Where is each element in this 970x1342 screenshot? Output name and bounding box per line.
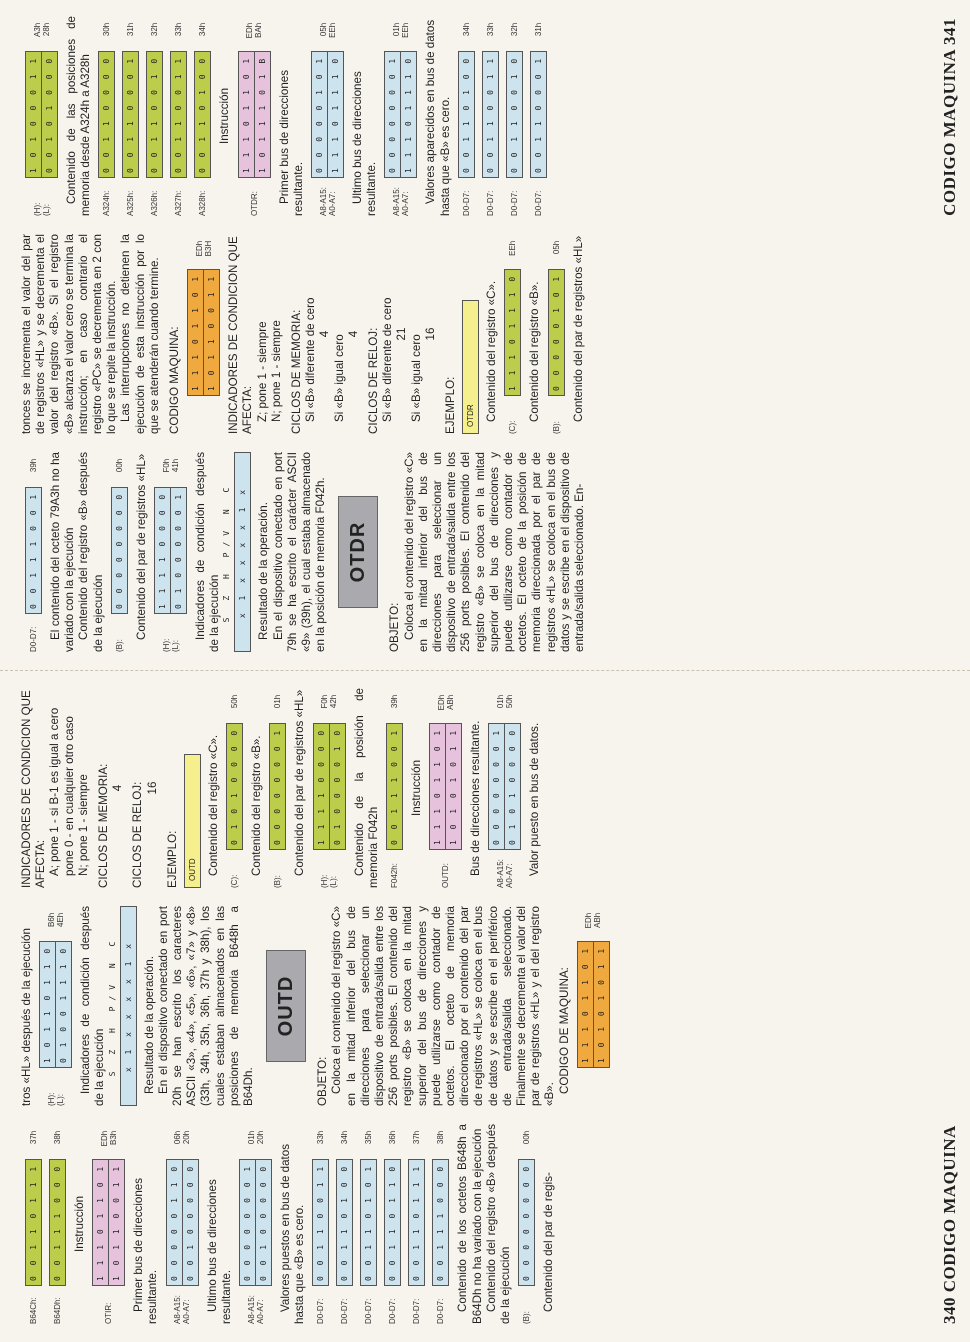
register-row (269, 688, 286, 888)
hex-value: EDh (584, 912, 594, 929)
reg-label: (L): (41, 204, 51, 216)
bit-box: 1 1 1 0 1 1 1 0 (328, 51, 344, 178)
paragraph: Contenido del registro «B». (250, 735, 264, 876)
section-heading: CICLOS DE RELOJ: (131, 781, 145, 888)
reg-label: D0-D7: (485, 190, 495, 216)
hex-value: 35h (364, 1130, 374, 1145)
hex-value: EEh (327, 22, 337, 38)
paragraph: Contenido del registro «B» después de la ejecución (484, 1124, 513, 1324)
left-page (0, 671, 970, 1342)
section-heading: OBJETO: (388, 602, 402, 652)
memory-row (98, 16, 115, 216)
bit-box: 0 1 0 0 0 0 0 1 (171, 487, 187, 614)
bit-box: 1 0 1 1 0 1 1 0 (39, 941, 56, 1068)
bit-box: 0 0 1 1 0 1 0 1 (360, 1159, 377, 1286)
reg-label: A8-A15: (318, 187, 328, 216)
left-col-2 (20, 906, 930, 1106)
hex-value: 06h (173, 1130, 183, 1145)
reg-label: (L): (329, 876, 339, 888)
reg-label: D0-D7: (461, 190, 471, 216)
section-heading: EJEMPLO: (165, 830, 179, 888)
reg-label: A328h: (198, 190, 208, 216)
value: 16 (423, 327, 437, 341)
hex-value: 34h (340, 1130, 350, 1145)
bit-box: 1 1 1 0 1 1 0 1 (92, 1159, 109, 1286)
hex-value: 37h (29, 1130, 38, 1145)
reg-label: B64Dh: (53, 1297, 62, 1324)
bit-box: 1 0 1 1 0 0 1 1 (204, 269, 220, 396)
paragraph: Resultado de la operación. (142, 956, 156, 1094)
paragraph: Bus de direcciones resultante. (469, 720, 483, 876)
hex-value: 50h (230, 694, 240, 709)
left-col-1 (20, 1124, 930, 1324)
section-heading: CICLOS DE RELOJ: (367, 327, 381, 434)
paragraph: Contenido de los octetos B648h a B64Dh no ha variado con la ejecución (456, 1124, 484, 1324)
bit-box: 0 0 1 1 0 0 1 0 (506, 51, 523, 178)
bit-box: 1 0 1 1 1 0 1 B (255, 51, 271, 178)
value: 16 (145, 781, 159, 795)
bit-box: 0 0 0 0 0 0 0 1 (384, 51, 401, 178)
hex-value: EDh (99, 1130, 109, 1147)
hex-value: 01h (273, 694, 283, 709)
data-bus-row (360, 1124, 377, 1324)
bit-box: 0 1 0 0 0 0 1 0 (330, 723, 346, 850)
hex-value: 34h (461, 22, 471, 37)
hex-value: 41h (170, 458, 180, 473)
section-heading: CODIGO DE MAQUINA: (557, 967, 571, 1094)
memory-row (386, 688, 403, 888)
bit-box: 1 0 1 0 1 0 1 1 (446, 723, 462, 850)
reg-label: D0-D7: (533, 190, 543, 216)
paragraph: Indicadores de condición después de la ejecución (194, 452, 222, 652)
hex-value: 31h (533, 22, 543, 37)
reg-label: A324h: (102, 190, 112, 216)
reg-label: (L): (55, 1094, 65, 1106)
mnemonic-title: OTDR (338, 496, 378, 608)
paragraph: Contenido de la posición de memoria F042h (352, 688, 380, 888)
bit-box: 0 0 0 0 0 1 0 1 (311, 51, 328, 178)
memory-row (194, 16, 211, 216)
section-heading: CODIGO MAQUINA: (168, 326, 182, 434)
data-bus-row (458, 16, 475, 216)
reg-label: A0-A7: (255, 1299, 265, 1324)
register-pair (25, 16, 58, 216)
paragraph: En el dispositivo conectado en port 20h se han escrito los caracteres ASCII «3», «4», «5», «6», «7» y «8» (33h, 34h, 35h, 36h, 37h y 38h), los cuales estaban almacenados en las posiciones de memoria B648h a B64Dh. (156, 906, 256, 1106)
paragraph: Si «B» diferente de cero (304, 297, 318, 422)
hex-value: 31h (126, 22, 136, 37)
paragraph: N; pone 1 - siempre (76, 774, 90, 876)
hex-value: 00h (114, 458, 124, 473)
register-pair (154, 452, 187, 652)
reg-label: (B): (522, 1311, 532, 1324)
right-col-3 (20, 16, 930, 216)
memory-row (170, 16, 187, 216)
data-bus-row (530, 16, 547, 216)
hex-value: B3h (108, 1130, 118, 1145)
caption: Instrucción (73, 1195, 86, 1253)
hex-value: A3h (32, 22, 42, 37)
bit-box: 0 1 0 1 0 0 0 0 (226, 723, 243, 850)
bit-box: 1 1 1 0 1 1 1 0 (401, 51, 417, 178)
bit-box: 1 1 1 0 1 1 0 1 (187, 269, 204, 396)
bit-box: 1 0 1 1 0 0 1 1 (109, 1159, 125, 1286)
hex-value: 05h (551, 240, 561, 255)
hex-value: 38h (53, 1130, 62, 1145)
data-bus-row (432, 1124, 449, 1324)
hex-value: 33h (485, 22, 495, 37)
bit-box: 0 0 1 1 0 0 0 1 (122, 51, 139, 178)
data-bus-row (25, 452, 42, 652)
bit-box: 0 0 0 0 0 0 0 0 (518, 1159, 535, 1286)
reg-label: (H): (46, 1092, 56, 1106)
reg-label: F042h: (390, 863, 400, 888)
data-bus-row (312, 1124, 329, 1324)
data-bus-row (408, 1124, 425, 1324)
reg-label: A0-A7: (182, 1299, 192, 1324)
bit-box: 1 1 1 1 0 0 0 0 (313, 723, 330, 850)
reg-label: D0-D7: (316, 1298, 326, 1324)
hex-value: 05h (318, 22, 328, 37)
hex-value: 33h (316, 1130, 326, 1145)
value: 4 (111, 784, 125, 792)
register-row (25, 1124, 42, 1324)
reg-label: OUTD: (441, 863, 451, 888)
reg-label: (H): (320, 874, 330, 888)
flag-box: x 1 x x x x 1 x (120, 906, 137, 1106)
hex-value: 32h (150, 22, 160, 37)
data-bus-row (482, 16, 499, 216)
caption: Instrucción (410, 759, 424, 817)
hex-value: 01h (246, 1130, 256, 1145)
paragraph: Z; pone 1 - siempre (255, 321, 269, 422)
hex-value: 01h (495, 694, 505, 709)
reg-label: D0-D7: (412, 1298, 422, 1324)
reg-label: D0-D7: (388, 1298, 398, 1324)
paragraph: Primer bus de direcciones resultante. (277, 69, 305, 216)
bit-box: 0 0 1 0 0 0 0 0 (256, 1159, 272, 1286)
hex-value: EDh (436, 694, 446, 711)
hex-value: EDh (245, 22, 255, 39)
bit-box: 0 0 1 1 1 0 0 1 (25, 487, 42, 614)
hex-value: 39h (29, 458, 38, 473)
paragraph: Contenido del registro «B» después de la ejecución (77, 452, 105, 652)
data-bus-row (384, 1124, 401, 1324)
example-instruction: OTDR (462, 300, 479, 434)
register-row (111, 452, 128, 652)
page-footer: CODIGO MAQUINA 341 (940, 18, 959, 216)
section-heading: CICLOS DE MEMORIA: (97, 763, 111, 888)
bit-box: 0 0 1 1 0 0 0 1 (530, 51, 547, 178)
bit-box: 1 1 1 0 1 1 1 0 (504, 269, 521, 396)
data-bus-row (506, 16, 523, 216)
bit-box: 1 1 1 0 1 1 0 1 (429, 723, 446, 850)
bit-box: 0 0 1 1 0 1 1 1 (408, 1159, 425, 1286)
reg-label: (B): (273, 875, 283, 888)
memory-row (146, 16, 163, 216)
bit-box: 0 1 0 0 1 1 1 0 (56, 941, 72, 1068)
paragraph: Primer bus de direcciones resultante. (132, 1177, 160, 1324)
reg-label: B64Ch: (29, 1297, 38, 1324)
reg-label: D0-D7: (29, 626, 38, 652)
page-footer: 340 CODIGO MAQUINA (940, 1125, 959, 1324)
reg-label: A327h: (174, 190, 184, 216)
bit-box: 1 1 1 0 1 1 0 1 (577, 941, 594, 1068)
register-row (548, 234, 565, 434)
bit-box: 1 0 1 0 1 0 1 1 (594, 941, 610, 1068)
reg-label: A325h: (126, 190, 136, 216)
paragraph: tonces se incrementa el valor del par de registros «HL» y se decrementa el valor del registro «B». Si el registro «B» alcanza el valor cero se termina la instrucción; en caso contrario el registro «PC» se decrementa en 2 con lo que se repite la instrucción. (20, 234, 119, 434)
instruction-box (429, 688, 462, 888)
flag-box: x 1 x x x x 1 x (234, 452, 251, 652)
bit-box: 0 0 0 0 0 0 0 1 (488, 723, 505, 850)
register-row (518, 1124, 535, 1324)
section-heading: OBJETO: (316, 1056, 330, 1106)
bit-box: 0 0 1 1 0 0 1 1 (482, 51, 499, 178)
paragraph: Resultado de la operación. (257, 502, 271, 640)
right-col-1 (20, 452, 930, 652)
register-pair (39, 906, 72, 1106)
bit-box: 0 0 1 1 0 1 0 0 (194, 51, 211, 178)
hex-value: 4Eh (55, 912, 65, 927)
reg-label: (H): (32, 202, 42, 216)
value: 4 (318, 330, 332, 338)
address-bus (384, 16, 417, 216)
hex-value: B6h (46, 912, 56, 927)
paragraph: Contenido del par de registros «HL» (134, 453, 148, 640)
reg-label: A0-A7: (327, 191, 337, 216)
reg-label: (L): (170, 640, 180, 652)
bit-box: 0 0 1 1 0 0 1 0 (146, 51, 163, 178)
mnemonic-title: OUTD (266, 950, 306, 1062)
bit-box: 1 1 1 0 1 1 0 1 (238, 51, 255, 178)
reg-label: A8-A15: (391, 187, 401, 216)
register-row (49, 1124, 66, 1324)
paragraph: Contenido del registro «B». (528, 281, 542, 422)
hex-value: BAh (254, 22, 264, 38)
section-heading: CICLOS DE MEMORIA: (290, 309, 304, 434)
reg-label: (C): (508, 420, 518, 434)
address-bus (166, 1124, 199, 1324)
reg-label: OTIR: (104, 1302, 114, 1324)
paragraph: Si «B» igual cero (409, 334, 423, 422)
machine-code-box (187, 234, 220, 434)
reg-label: D0-D7: (364, 1298, 374, 1324)
paragraph: A; pone 1 - si B-1 es igual a cero (48, 707, 62, 876)
reg-label: A326h: (150, 190, 160, 216)
reg-label: (C): (230, 874, 240, 888)
paragraph: Contenido del par de regis- (542, 1172, 556, 1312)
bit-box: 0 0 1 0 0 0 0 0 (183, 1159, 199, 1286)
reg-label: D0-D7: (509, 190, 519, 216)
hex-value: 34h (198, 22, 208, 37)
bit-box: 0 0 1 1 0 0 1 1 (170, 51, 187, 178)
paragraph: Contenido del registro «C». (485, 280, 499, 422)
reg-label: OTDR: (249, 191, 259, 216)
hex-value: 28h (41, 22, 51, 37)
section-heading: INDICADORES DE CONDICION QUE AFECTA: (227, 236, 255, 434)
hex-value: ABh (445, 694, 455, 710)
value: 4 (346, 330, 360, 338)
bit-box: 0 0 1 0 1 0 0 0 (42, 51, 58, 178)
register-pair (313, 688, 346, 888)
reg-label: D0-D7: (436, 1298, 446, 1324)
paragraph: Ultimo bus de direcciones resultante. (205, 1179, 233, 1324)
flag-header: S Z H P/V N C (107, 935, 117, 1077)
bit-box: 0 0 0 0 0 0 0 0 (111, 487, 128, 614)
paragraph: El contenido del octeto 79A3h no ha variado con la ejecución (49, 452, 77, 652)
paragraph: Si «B» diferente de cero (381, 297, 395, 422)
bit-box: 0 0 1 1 0 0 0 0 (98, 51, 115, 178)
reg-label: (B): (551, 421, 561, 434)
instruction-box (92, 1124, 125, 1324)
hex-value: 20h (182, 1130, 192, 1145)
hex-value: EEh (508, 240, 518, 256)
hex-value: EEh (400, 22, 410, 38)
paragraph: Contenido del par de registros «HL» (571, 235, 585, 422)
register-row (226, 688, 243, 888)
paragraph: Contenido del registro «C». (207, 734, 221, 876)
bit-box: 0 0 0 0 0 0 0 1 (269, 723, 286, 850)
hex-value: F0h (161, 458, 171, 473)
paragraph: Las interrupciones no detienen la ejecución de esta instrucción por lo que se atenderán cuando termine. (119, 234, 161, 434)
paragraph: Contenido del par de registros «HL» (293, 689, 307, 876)
reg-label: A0-A7: (400, 191, 410, 216)
hex-value: ABh (593, 912, 603, 928)
hex-value: B3H (203, 240, 213, 257)
hex-value: 30h (102, 22, 112, 37)
reg-label: D0-D7: (340, 1298, 350, 1324)
hex-value: 20h (255, 1130, 265, 1145)
paragraph: Indicadores de condición después de la ejecución (79, 906, 107, 1106)
hex-value: 50h (504, 694, 514, 709)
bit-box: 0 0 0 0 0 1 0 1 (548, 269, 565, 396)
register-row (504, 234, 521, 434)
paragraph: Coloca el contenido del registro «C» en la mitad inferior del bus de direcciones para seleccionar un dispositivo de entrada/salida entre los 256 ports posibles. El contenido del registro «B» se coloca en la mitad superior del bus de direcciones y puede utilizarse como contador de octetos. El octeto de la posición de memoria direccionada por el par de registros «HL» se coloca en el bus de datos y se escribe en el dispositivo de entrada/salida seleccionado. En- (402, 452, 587, 652)
bit-box: 0 0 0 0 0 0 0 1 (239, 1159, 256, 1286)
reg-label: (B): (114, 639, 124, 652)
hex-value: 00h (522, 1130, 532, 1145)
example-instruction: OUTD (184, 754, 201, 888)
instruction-box (238, 16, 271, 216)
bit-box: 0 0 1 1 0 1 0 0 (336, 1159, 353, 1286)
paragraph: Coloca el contenido del registro «C» en la mitad inferior del bus de direcciones para seleccionar un dispositivo de entrada/salida entre los 256 ports posibles. El contenido del registro «B» se coloca en la mitad superior del bus de direcciones y puede utilizarse como contador de octetos. El octeto de memoria direccionado por el contenido del par de registros «HL» se coloca en el bus de datos y se escribe en el periférico de entrada/salida seleccionado. Finalmente se decrementa el valor del par de registros «HL» y el del registro «B». (330, 906, 557, 1106)
bit-box: 0 0 1 1 0 1 1 1 (25, 1159, 42, 1286)
bit-box: 0 1 0 1 0 0 0 0 (505, 723, 521, 850)
bit-box: 0 0 1 1 0 1 1 0 (384, 1159, 401, 1286)
paragraph: N; pone 1 - siempre (269, 320, 283, 422)
address-bus (311, 16, 344, 216)
data-bus-row (336, 1124, 353, 1324)
bit-box: 0 0 1 1 0 1 0 0 (458, 51, 475, 178)
hex-value: 33h (174, 22, 184, 37)
right-col-2 (20, 234, 930, 434)
reg-label: A8-A15: (173, 1295, 183, 1324)
paragraph: Valor puesto en bus de datos. (528, 722, 542, 876)
paragraph: Valores aparecidos en bus de datos hasta que «B» es cero. (424, 19, 452, 216)
paragraph: Si «B» igual cero (332, 334, 346, 422)
paragraph: En el dispositivo conectado en port 79h se ha escrito el carácter ASCII «9» (39h), el cual estaba almacenado en la posición de memoria F042h. (271, 452, 328, 652)
paragraph: Ultimo bus de direcciones resultante. (351, 71, 379, 216)
bit-box: 1 0 1 0 0 0 1 1 (25, 51, 42, 178)
section-heading: INDICADORES DE CONDICION QUE AFECTA: (20, 690, 48, 888)
hex-value: EDh (194, 240, 204, 257)
hex-value: F0h (320, 694, 330, 709)
hex-value: 32h (509, 22, 519, 37)
hex-value: 36h (388, 1130, 398, 1145)
flag-header: S Z H P/V N C (222, 481, 232, 623)
caption: Instrucción (218, 87, 232, 145)
paragraph: Contenido de las posiciones de memoria desde A324h a A328h (65, 16, 93, 216)
bit-box: 0 0 1 1 1 0 0 0 (49, 1159, 66, 1286)
machine-code-box (577, 906, 610, 1106)
address-bus (239, 1124, 272, 1324)
left-col-3 (20, 688, 930, 888)
value: 21 (395, 327, 409, 341)
reg-label: A8-A15: (246, 1295, 256, 1324)
hex-value: 39h (390, 694, 400, 709)
memory-row (122, 16, 139, 216)
bit-box: 0 0 1 1 1 0 0 1 (386, 723, 403, 850)
hex-value: 01h (391, 22, 401, 37)
hex-value: 37h (412, 1130, 422, 1145)
bit-box: 0 0 0 0 0 1 1 0 (166, 1159, 183, 1286)
hex-value: 38h (436, 1130, 446, 1145)
reg-label: A0-A7: (504, 863, 514, 888)
bit-box: 0 0 1 1 0 0 1 1 (312, 1159, 329, 1286)
reg-label: A8-A15: (495, 859, 505, 888)
bit-box: 1 1 1 1 0 0 0 0 (154, 487, 171, 614)
section-heading: EJEMPLO: (444, 376, 458, 434)
paragraph: Valores puestos en bus de datos hasta que «B» es cero. (279, 1143, 307, 1324)
hex-value: 42h (329, 694, 339, 709)
bit-box: 0 0 1 1 1 0 0 0 (432, 1159, 449, 1286)
paragraph: pone 0 - en cualquier otro caso (62, 716, 76, 876)
address-bus (488, 688, 521, 888)
reg-label: (H): (161, 638, 171, 652)
paragraph: tros «HL» después de la ejecución (20, 928, 33, 1106)
